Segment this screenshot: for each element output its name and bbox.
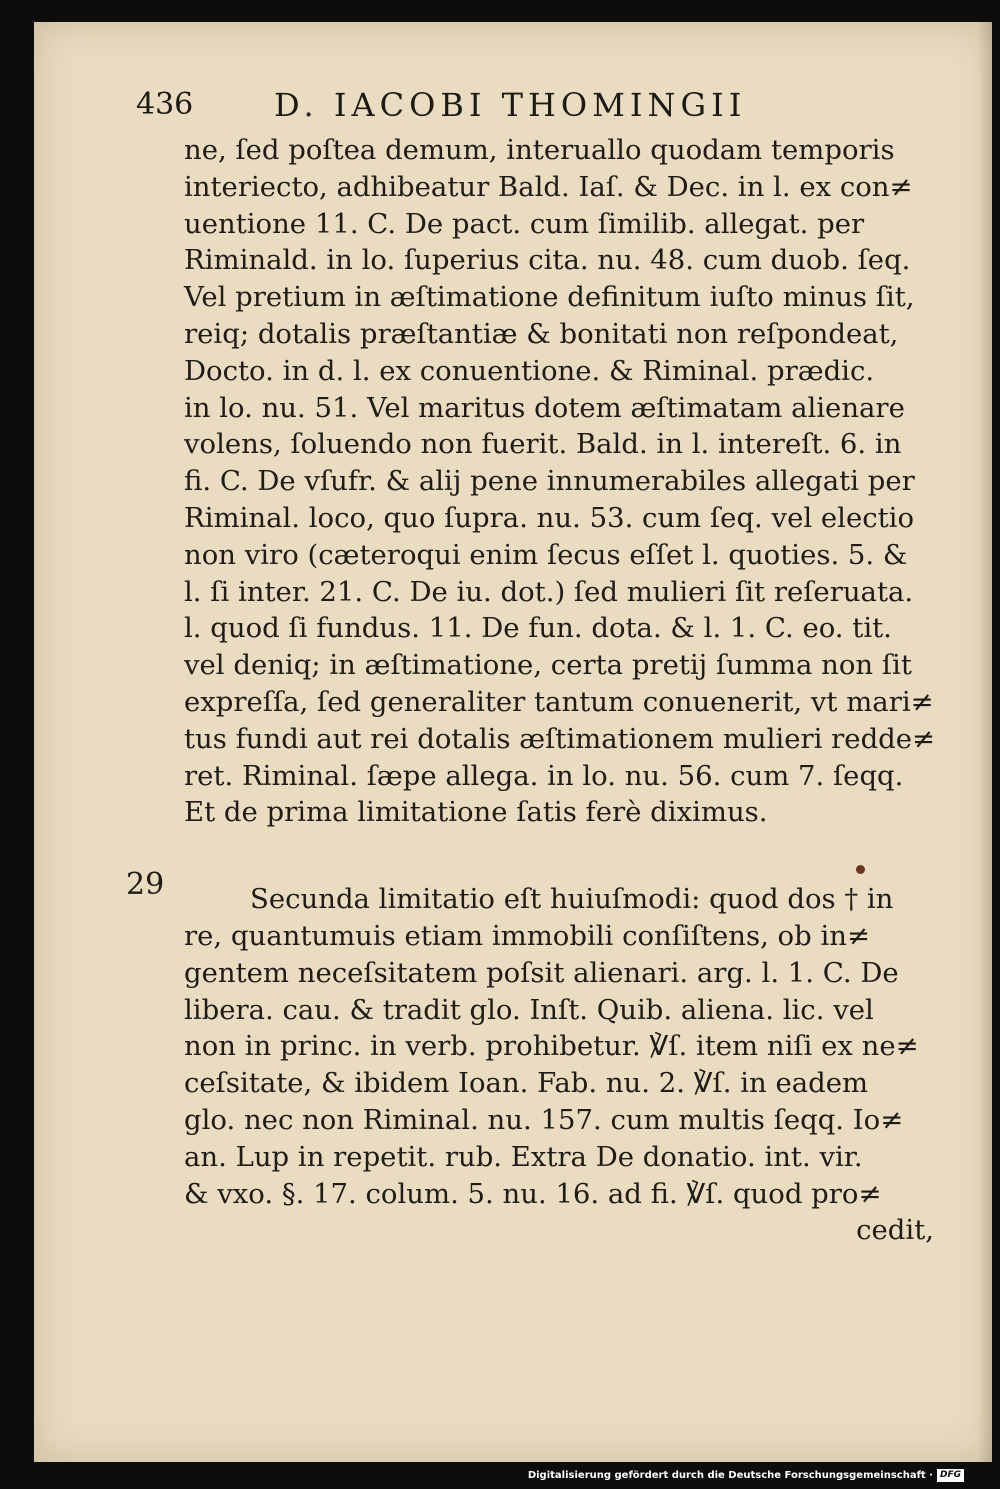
paragraph-gap <box>184 831 944 881</box>
text-line: vel deniq; in æſtimatione, certa pretij ſumma non ſit <box>184 649 912 682</box>
running-head: D. IACOBI THOMINGII <box>274 86 747 124</box>
text-line: volens, ſoluendo non fuerit. Bald. in l. intereſt. 6. in <box>184 428 902 461</box>
text-line: ceſsitate, & ibidem Ioan. Fab. nu. 2. ℣ſ. in eadem <box>184 1067 869 1100</box>
text-line: glo. nec non Riminal. nu. 157. cum multis ſeqq. Io≠ <box>184 1103 904 1136</box>
margin-number: 29 <box>126 867 165 902</box>
text-line: expreſſa, ſed generaliter tantum conuenerit, vt mari≠ <box>184 685 934 718</box>
text-line: in lo. nu. 51. Vel maritus dotem æſtimatam alienare <box>184 391 905 424</box>
text-line: Secunda limitatio eſt huiuſmodi: quod dos † in <box>250 883 894 916</box>
text-line: l. quod ſi fundus. 11. De fun. dota. & l. 1. C. eo. tit. <box>184 612 892 645</box>
page-header <box>136 80 836 130</box>
page-edge-shadow <box>978 22 992 1462</box>
text-line: Riminal. loco, quo ſupra. nu. 53. cum ſeq. vel electio <box>184 501 915 534</box>
page-number: 436 <box>136 87 194 122</box>
text-line: ne, ſed poſtea demum, interuallo quodam temporis <box>184 134 895 166</box>
catchword: cedit, <box>856 1214 934 1247</box>
text-line: ret. Riminal. ſæpe allega. in lo. nu. 56. cum 7. ſeqq. <box>184 759 904 792</box>
digitization-footer <box>528 1465 964 1485</box>
text-line: tus fundi aut rei dotalis æſtimationem mulieri redde≠ <box>184 722 936 755</box>
text-line: l. ſi inter. 21. C. De iu. dot.) ſed mulieri ſit reſeruata. <box>184 575 914 608</box>
text-block <box>184 132 944 1249</box>
text-line: Docto. in d. l. ex conuentione. & Riminal. prædic. <box>184 354 875 387</box>
text-line: re, quantumuis etiam immobili conſiſtens, ob in≠ <box>184 919 870 952</box>
text-line: Vel pretium in æſtimatione definitum iuſto minus ſit, <box>184 281 915 314</box>
dfg-logo: DFG <box>937 1469 964 1482</box>
text-line: an. Lup in repetit. rub. Extra De donatio. int. vir. <box>184 1140 863 1173</box>
text-line: non viro (cæteroqui enim ſecus eſſet l. quoties. 5. & <box>184 538 908 571</box>
text-line: gentem neceſsitatem poſsit alienari. arg. l. 1. C. De <box>184 956 899 989</box>
paragraph-2 <box>184 881 944 1249</box>
text-line: interiecto, adhibeatur Bald. Iaſ. & Dec. in l. ex con≠ <box>184 170 913 203</box>
text-line: non in princ. in verb. prohibetur. ℣ſ. item niſi ex ne≠ <box>184 1030 919 1063</box>
text-line: & vxo. §. 17. colum. 5. nu. 16. ad fi. ℣ſ. quod pro≠ <box>184 1177 882 1210</box>
funding-credit: Digitalisierung gefördert durch die Deutsche Forschungsgemeinschaft · <box>527 1469 933 1481</box>
text-line: uentione 11. C. De pact. cum ſimilib. allegat. per <box>184 207 865 240</box>
text-line: Riminald. in lo. ſuperius cita. nu. 48. cum duob. ſeq. <box>184 244 911 277</box>
text-line: Et de prima limitatione ſatis ferè diximus. <box>184 796 768 829</box>
text-line: libera. cau. & tradit glo. Inſt. Quib. aliena. lic. vel <box>184 993 874 1026</box>
text-line: reiq; dotalis præſtantiæ & bonitati non reſpondeat, <box>184 317 899 350</box>
text-line: fi. C. De vſufr. & alij pene innumerabiles allegati per <box>184 465 915 498</box>
paragraph-1 <box>184 132 944 831</box>
